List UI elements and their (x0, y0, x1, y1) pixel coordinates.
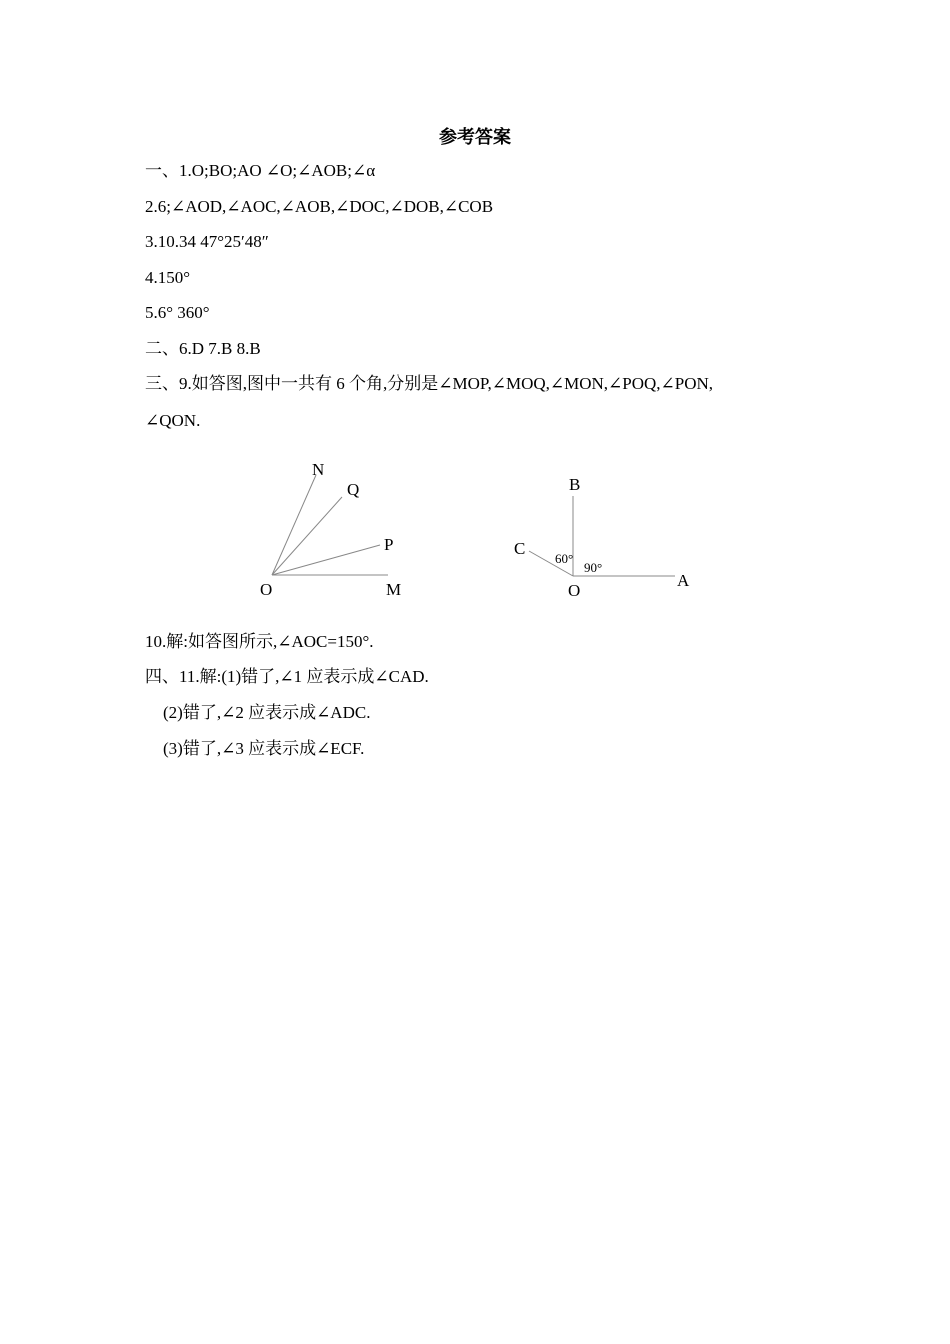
figure-angles-mopqn (250, 455, 410, 605)
angle-label-90: 90° (584, 560, 603, 575)
answer-line-10: 10.解:如答图所示,∠AOC=150°. (145, 632, 374, 651)
answer-line-7: 三、9.如答图,图中一共有 6 个角,分别是∠MOP,∠MOQ,∠MON,∠POQ,∠PON, (145, 374, 714, 393)
label-m: M (386, 580, 402, 599)
ray-op (272, 545, 380, 575)
label-p: P (384, 535, 394, 554)
answer-line-11-3: (3)错了,∠3 应表示成∠ECF. (163, 739, 365, 758)
answer-line-11: 四、11.解:(1)错了,∠1 应表示成∠CAD. (145, 667, 429, 686)
ray-oq (272, 497, 342, 575)
answer-line-7-cont: ∠QON. (145, 411, 201, 430)
label-b: B (569, 475, 581, 494)
label-q: Q (347, 480, 360, 499)
angle-label-60: 60° (555, 551, 574, 566)
label-o2: O (568, 581, 581, 600)
answer-line-4: 4.150° (145, 268, 191, 287)
page-title: 参考答案 (439, 127, 511, 147)
answer-line-6: 二、6.D 7.B 8.B (145, 339, 261, 358)
label-o: O (260, 580, 273, 599)
label-n: N (312, 460, 325, 479)
label-c: C (514, 539, 526, 558)
label-a: A (677, 571, 690, 590)
answer-line-5: 5.6° 360° (145, 303, 210, 322)
answer-line-3: 3.10.34 47°25′48″ (145, 232, 269, 251)
figure-angle-aoc (505, 470, 705, 605)
answer-line-11-2: (2)错了,∠2 应表示成∠ADC. (163, 703, 371, 722)
ray-on (272, 475, 316, 575)
answer-line-2: 2.6;∠AOD,∠AOC,∠AOB,∠DOC,∠DOB,∠COB (145, 197, 494, 216)
answer-line-1: 一、1.O;BO;AO ∠O;∠AOB;∠α (145, 161, 376, 180)
